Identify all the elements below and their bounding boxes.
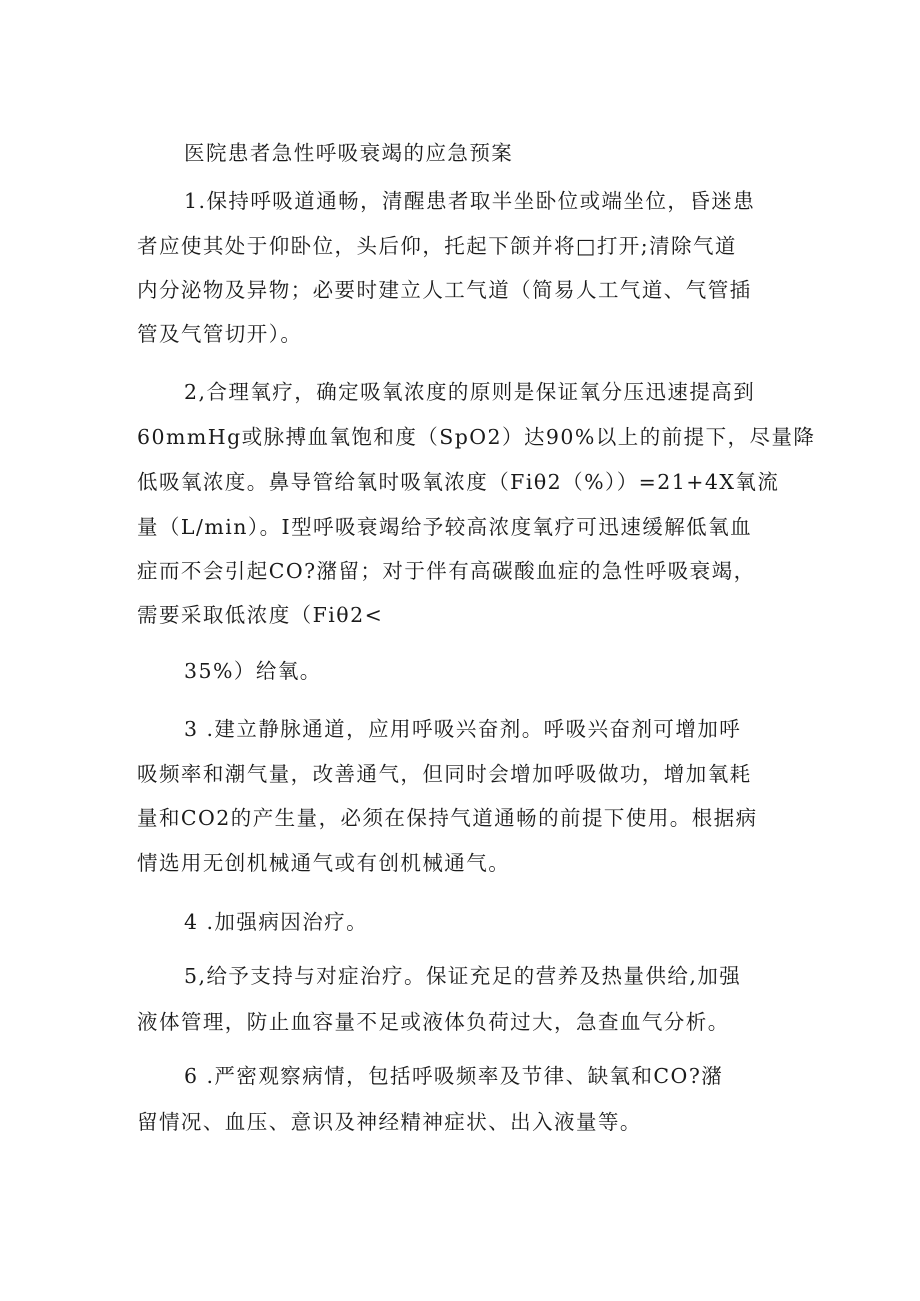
paragraph-5-line-1: 5,给予支持与对症治疗。保证充足的营养及热量供给,加强 <box>184 964 742 988</box>
paragraph-1-line-2: 者应使其处于仰卧位，头后仰，托起下颌并将□打开;清除气道 <box>137 234 737 258</box>
paragraph-2-line-2: 60mmHg或脉搏血氧饱和度（SpO2）达90%以上的前提下，尽量降 <box>137 425 816 449</box>
paragraph-1-line-3: 内分泌物及异物；必要时建立人工气道（简易人工气道、气管插 <box>137 278 752 302</box>
paragraph-3-line-2: 吸频率和潮气量，改善通气，但同时会增加呼吸做功，增加氧耗 <box>137 762 752 786</box>
paragraph-6-line-1: 6 .严密观察病情，包括呼吸频率及节律、缺氧和CO?潴 <box>184 1064 724 1088</box>
paragraph-3-line-4: 情选用无创机械通气或有创机械通气。 <box>137 851 511 875</box>
paragraph-1-line-1: 1.保持呼吸道通畅，清醒患者取半坐卧位或端坐位，昏迷患 <box>184 189 756 213</box>
paragraph-2-line-7: 35%）给氧。 <box>184 659 322 683</box>
paragraph-5-line-2: 液体管理，防止血容量不足或液体负荷过大，急查血气分析。 <box>137 1010 730 1034</box>
document-title: 医院患者急性呼吸衰竭的应急预案 <box>184 141 514 165</box>
paragraph-2-line-3: 低吸氧浓度。鼻导管给氧时吸氧浓度（Fiθ2（%））=21+4X氧流 <box>137 470 780 494</box>
paragraph-2-line-1: 2,合理氧疗，确定吸氧浓度的原则是保证氧分压迅速提高到 <box>184 380 756 404</box>
paragraph-3-line-1: 3 .建立静脉通道，应用呼吸兴奋剂。呼吸兴奋剂可增加呼 <box>184 717 742 741</box>
paragraph-4-line-1: 4 .加强病因治疗。 <box>184 910 369 934</box>
paragraph-6-line-2: 留情况、血压、意识及神经精神症状、出入液量等。 <box>137 1110 642 1134</box>
paragraph-2-line-5: 症而不会引起CO?潴留；对于伴有高碳酸血症的急性呼吸衰竭， <box>137 559 756 583</box>
paragraph-1-line-4: 管及气管切开）。 <box>137 322 303 346</box>
paragraph-2-line-6: 需要采取低浓度（Fiθ2< <box>137 603 384 627</box>
paragraph-3-line-3: 量和CO2的产生量，必须在保持气道通畅的前提下使用。根据病 <box>137 806 758 830</box>
paragraph-2-line-4: 量（L/min）。I型呼吸衰竭给予较高浓度氧疗可迅速缓解低氧血 <box>137 515 753 539</box>
